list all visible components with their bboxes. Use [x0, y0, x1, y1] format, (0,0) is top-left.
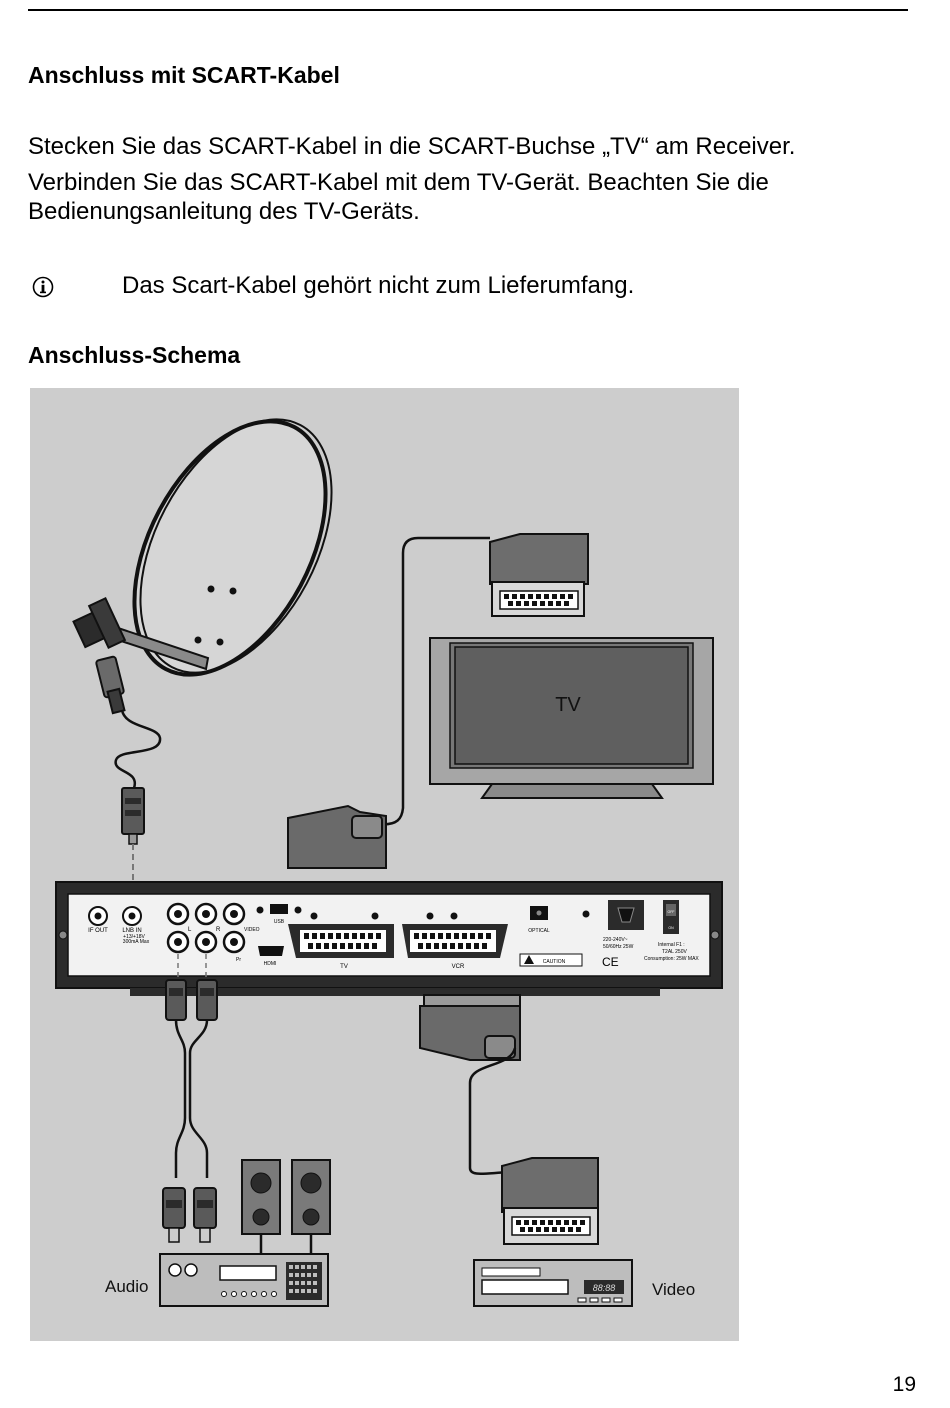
- lnb-spec-2: 300mA Max: [122, 939, 150, 945]
- tv-set: [430, 638, 713, 798]
- paragraph-line-2: Verbinden Sie das SCART-Kabel mit dem TV-Gerät. Beachten Sie die: [28, 169, 769, 196]
- video-device-label: Video: [652, 1280, 696, 1299]
- power-spec-2: 50/60Hz 25W: [603, 944, 634, 950]
- if-out-label: IF OUT: [88, 928, 108, 934]
- caution-label: CAUTION: [542, 959, 566, 965]
- info-icon: [32, 276, 54, 298]
- vcr-scart-plug-vcr: [502, 1158, 598, 1244]
- paragraph-line-3: Bedienungsanleitung des TV-Geräts.: [28, 198, 420, 225]
- receiver-scart-plug-tv: [288, 806, 386, 868]
- page-number: 19: [892, 1373, 916, 1396]
- hdmi-label: HDMI: [263, 961, 277, 967]
- switch-on-label: ON: [668, 926, 674, 930]
- top-rule: [28, 9, 908, 11]
- tv-label: TV: [555, 694, 581, 716]
- ce-mark: CE: [602, 955, 619, 969]
- vcr-scart-plug-receiver: [420, 995, 520, 1060]
- consumption-label: Consumption: 25W MAX: [644, 956, 699, 962]
- pr-label: Pr: [236, 957, 241, 963]
- audio-l-label: L: [188, 927, 192, 933]
- fuse-spec-1: Internal F1 :: [658, 942, 685, 948]
- power-spec-1: 220-240V~: [603, 937, 628, 943]
- tv-scart-plug: [490, 534, 588, 616]
- scart-vcr-label: VCR: [451, 964, 465, 970]
- usb-label: USB: [273, 919, 285, 925]
- switch-off-label: OFF: [667, 910, 675, 914]
- fuse-spec-2: T2AL 250V: [662, 949, 687, 955]
- video-label: VIDEO: [244, 927, 260, 933]
- vcr-display: 88:88: [592, 1283, 616, 1293]
- connection-diagram: [30, 388, 739, 1341]
- lnb-in-label: LNB IN: [122, 928, 142, 934]
- paragraph-line-1: Stecken Sie das SCART-Kabel in die SCART-Buchse „TV“ am Receiver.: [28, 133, 796, 160]
- heading-scart: Anschluss mit SCART-Kabel: [28, 62, 340, 88]
- receiver: [56, 882, 722, 996]
- note-text: Das Scart-Kabel gehört nicht zum Lieferumfang.: [122, 272, 635, 299]
- lnb-spec-1: +13/+18V: [123, 934, 145, 940]
- scart-tv-label: TV: [340, 964, 348, 970]
- audio-label: Audio: [105, 1277, 149, 1296]
- heading-schema: Anschluss-Schema: [28, 342, 241, 368]
- optical-label: OPTICAL: [528, 928, 550, 934]
- audio-r-label: R: [216, 927, 221, 933]
